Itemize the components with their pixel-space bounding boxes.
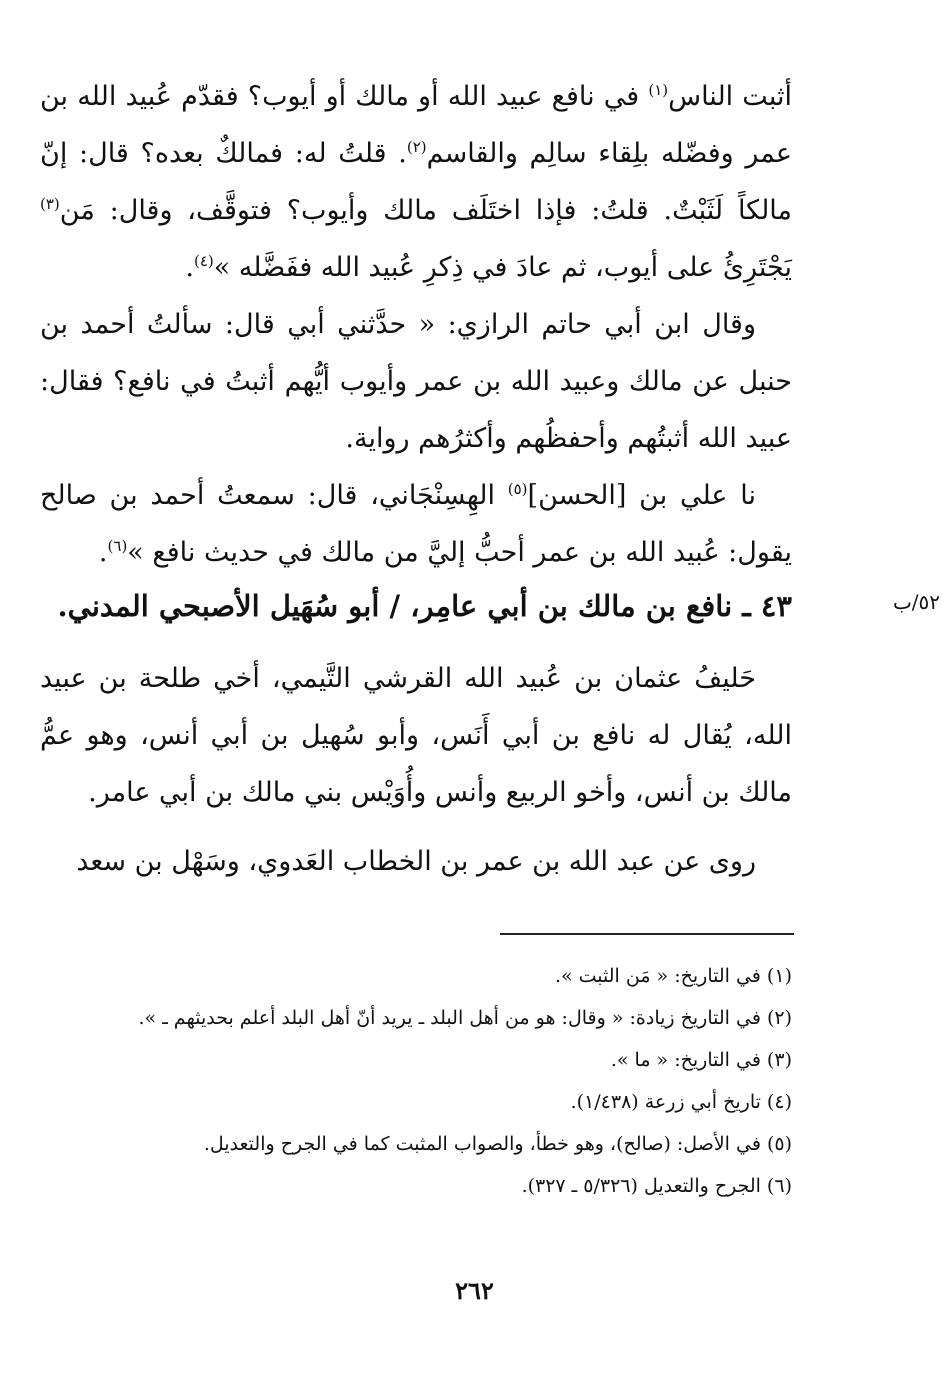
text-run: يَجْتَرِئُ على أيوب، ثم عادَ في ذِكرِ عُبيد الله ففَضَّله »	[213, 252, 792, 283]
footnotes	[40, 955, 792, 1207]
footnote-marker: (٦)	[107, 537, 128, 555]
top-text	[40, 68, 792, 581]
text-run: وقال ابن أبي حاتم الرازي: « حدَّثني أبي قال: سألتُ أحمد بن حنبل عن مالك وعبيد الله بن عمر وأيوب أيُّهم أثبتُ في نافع؟ فقال: عبيد الله أثبتُهم وأحفظُهم وأكثرُهم رواية.	[40, 309, 792, 454]
page-number: ٢٦٢	[455, 1276, 494, 1305]
paragraph-2	[40, 296, 792, 467]
footnote-6: (٦) الجرح والتعديل (٥/٣٢٦ ـ ٣٢٧).	[521, 1175, 792, 1197]
footnote-1: (١) في التاريخ: « مَن الثبت ».	[554, 965, 792, 987]
text-run: الهِسِنْجَاني، قال: سمعتُ أحمد بن صالح يقول: عُبيد الله بن عمر أحبُّ إليَّ من مالك في حديث نافع »	[40, 480, 792, 568]
text-run: . قلتُ له: فمالكٌ بعده؟ قال: إنّ مالكاً لَثَبْتٌ. قلتُ: فإذا اختَلَف مالك وأيوب؟ فتوقَّف، وقال: مَن	[40, 138, 792, 226]
paragraph-4	[40, 650, 792, 821]
footnote-separator	[500, 933, 794, 935]
footnote-marker: (٤)	[193, 252, 214, 270]
text-run: روى عن عبد الله بن عمر بن الخطاب العَدوي، وسَهْل بن سعد	[76, 846, 756, 877]
text-run: أثبت الناس	[668, 81, 792, 112]
paragraph-5	[40, 833, 792, 890]
text-run: حَليفُ عثمان بن عُبيد الله القرشي التَّيمي، أخي طلحة بن عبيد الله، يُقال له نافع بن أبي أَنَس، وأبو سُهيل بن أبي أنس، وهو عمُّ مالك بن أنس، وأخو الربيع وأنس وأُوَيْس بني مالك بن أبي عامر.	[40, 663, 792, 808]
footnote-4: (٤) تاريخ أبي زرعة (١/٤٣٨).	[570, 1091, 792, 1113]
footnote-marker: (٥)	[507, 480, 528, 498]
entry-heading: ٤٣ ـ نافع بن مالك بن أبي عامِر، / أبو سُهَيل الأصبحي المدني.	[57, 589, 792, 623]
footnote-2: (٢) في التاريخ زيادة: « وقال: هو من أهل البلد ـ يريد أنّ أهل البلد أعلم بحديثهم ـ ».	[138, 1007, 792, 1029]
footnote-marker: (١)	[648, 81, 669, 99]
folio-margin-note: ٥٢/ب	[892, 590, 940, 614]
footnote-marker: (٣)	[40, 195, 60, 213]
footnote-5: (٥) في الأصل: (صالح)، وهو خطأ، والصواب المثبت كما في الجرح والتعديل.	[203, 1133, 792, 1155]
text-run: نا علي بن [الحسن]	[527, 480, 756, 511]
text-run: .	[98, 537, 108, 568]
footnote-marker: (٢)	[406, 138, 427, 156]
entry-text	[40, 650, 792, 890]
text-run: في نافع عبيد الله أو مالك أو أيوب؟ فقدّم عُبيد الله بن عمر وفضّله بلِقاء سالِم والقاسم	[40, 81, 793, 169]
footnote-3: (٣) في التاريخ: « ما ».	[610, 1049, 792, 1071]
text-run: .	[185, 252, 194, 283]
paragraph-1	[40, 68, 792, 296]
paragraph-3	[40, 467, 792, 581]
